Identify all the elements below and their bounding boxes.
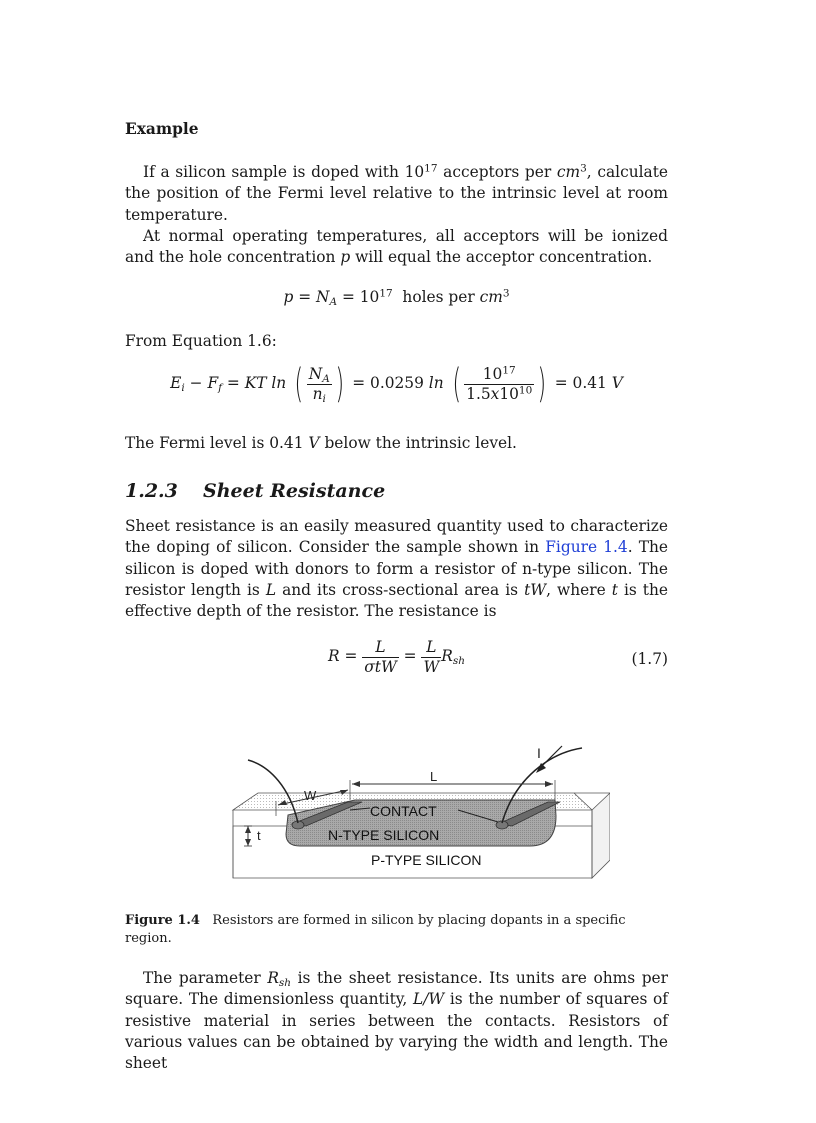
equation-resistance: R = $\frac{L}{\text{σtW}}$ = $\frac{L}{W}$ $R_{sh}$ (327, 638, 466, 676)
fraction-l-sigma-tw: $\frac{L}{\text{σtW}}$ (364, 638, 397, 676)
sheet-resistance-paragraph: Sheet resistance is an easily measured quantity used to characterize the doping of silicon. Consider the sample shown in Figure 1.4. The silicon is doped with donors to form a resistor of n-type silicon. The resistor length is L and its cross-sectional area is tW, where t is the effective depth of the resistor. The resistance is (125, 517, 668, 621)
sheet-resistance-units-paragraph: The parameter $R_{sh}$ is the sheet resistance. Its units are ohms per square. The dimensionless quantity, L/W is the number of squares of resistive material in series between the contacts. Resistors of various values can be obtained by varying the width and length. The sheet (125, 969, 669, 1073)
example-paragraph-2: At normal operating temperatures, all acceptors will be ionized and the hole concentration p will equal the acceptor concentration. (125, 227, 668, 267)
contact-label: CONTACT (370, 803, 437, 819)
equation-fermi-level: $E_i - F_f$ = KT ln ( $\frac{N_A}{n_i}$ ) = 0.0259 ln ( $\frac{10^{17}}{1.5x10^{10}}$ ) = 0.41 V (170, 361, 623, 407)
section-heading (125, 480, 385, 502)
p-type-label: P-TYPE SILICON (371, 852, 482, 868)
equation-number: (1.7) (631, 650, 668, 668)
fraction-l-w: $\frac{L}{W}$ (423, 638, 440, 676)
figure-1-4-link[interactable]: Figure 1.4 (545, 538, 628, 557)
section-number: 1.2.3 (125, 480, 178, 502)
from-equation-text: From Equation 1.6: (125, 332, 277, 350)
substrate-side-face (592, 793, 610, 878)
length-label: L (430, 769, 438, 784)
current-arrow (540, 746, 562, 768)
example-title: Example (125, 120, 199, 138)
fraction-na-ni: $\frac{N_A}{n_i}$ (308, 365, 330, 406)
example-conclusion: The Fermi level is 0.41 V below the intrinsic level. (125, 434, 517, 452)
current-label: I (537, 745, 541, 761)
figure-caption (125, 912, 668, 948)
depth-label: t (257, 828, 261, 843)
section-title: Sheet Resistance (203, 480, 386, 502)
fraction-concentration-ratio: $\frac{10^{17}}{1.5x10^{10}}$ (466, 364, 533, 403)
caption-label: Figure 1.4 (125, 913, 200, 928)
resistor-figure (230, 738, 610, 886)
equation-hole-concentration: $p = N_A = 10^{17}$ holes per $cm^3$ (283, 287, 510, 309)
example-paragraph-1: If a silicon sample is doped with $10^{17}$ acceptors per $cm^3$, calculate the position of the Fermi level relative to the intrinsic level at room temperature. (125, 162, 668, 224)
width-label: W (304, 788, 317, 803)
n-type-label: N-TYPE SILICON (328, 827, 440, 843)
left-wire (248, 760, 298, 823)
caption-text: Resistors are formed in silicon by placing dopants in a specific region. (125, 913, 626, 946)
